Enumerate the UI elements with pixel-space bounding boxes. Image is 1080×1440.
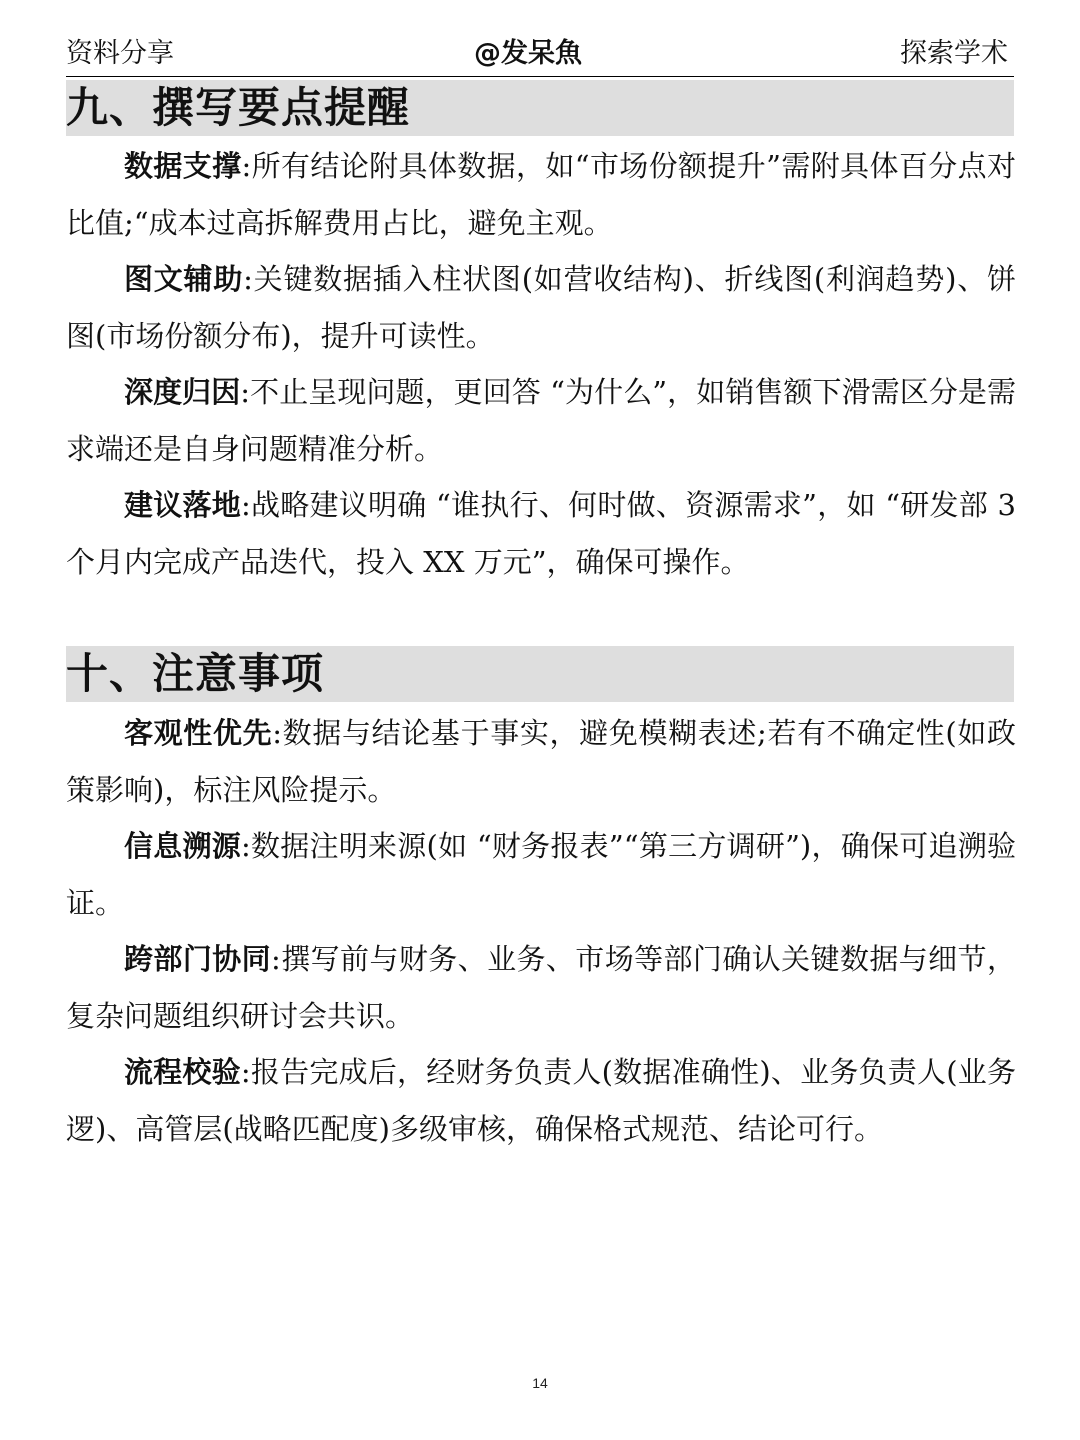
header-left-text: 资料分享 bbox=[66, 38, 174, 69]
item-text: :数据注明来源(如 “财务报表”“第三方调研”)，确保可追溯验证。 bbox=[66, 829, 1016, 920]
section-body bbox=[66, 138, 1016, 590]
list-item bbox=[66, 364, 1016, 477]
item-term: 深度归因 bbox=[124, 375, 241, 409]
list-item bbox=[66, 251, 1016, 364]
item-term: 客观性优先 bbox=[124, 716, 273, 750]
item-term: 流程校验 bbox=[124, 1055, 241, 1089]
header-right-text: 探索学术 bbox=[900, 38, 1008, 69]
list-item bbox=[66, 1044, 1016, 1157]
list-item bbox=[66, 818, 1016, 931]
list-item bbox=[66, 477, 1016, 590]
section-title: 十、注意事项 bbox=[66, 649, 325, 698]
page-header bbox=[66, 34, 1014, 74]
item-term: 图文辅助 bbox=[124, 262, 244, 296]
item-text: :关键数据插入柱状图(如营收结构)、折线图(利润趋势)、饼图(市场份额分布)，提升可读性。 bbox=[66, 262, 1016, 353]
item-text: :不止呈现问题，更回答 “为什么”，如销售额下滑需区分是需求端还是自身问题精准分析。 bbox=[66, 375, 1016, 466]
section-body bbox=[66, 705, 1016, 1157]
list-item bbox=[66, 705, 1016, 818]
item-text: :撰写前与财务、业务、市场等部门确认关键数据与细节，复杂问题组织研讨会共识。 bbox=[66, 942, 1016, 1033]
header-author: @发呆魚 bbox=[474, 38, 582, 69]
item-term: 跨部门协同 bbox=[124, 942, 272, 976]
item-term: 建议落地 bbox=[124, 488, 242, 522]
item-term: 数据支撑 bbox=[124, 149, 242, 183]
item-text: :所有结论附具体数据，如“市场份额提升”需附具体百分点对比值;“成本过高拆解费用占比，避免主观。 bbox=[66, 149, 1016, 240]
item-term: 信息溯源 bbox=[124, 829, 242, 863]
item-text: :数据与结论基于事实，避免模糊表述;若有不确定性(如政策影响)，标注风险提示。 bbox=[66, 716, 1016, 807]
section-title: 九、撰写要点提醒 bbox=[66, 83, 411, 132]
item-text: :报告完成后，经财务负责人(数据准确性)、业务负责人(业务逻)、高管层(战略匹配度)多级审核，确保格式规范、结论可行。 bbox=[66, 1055, 1016, 1146]
page-number: 14 bbox=[532, 1375, 548, 1391]
header-divider bbox=[66, 76, 1014, 77]
list-item bbox=[66, 138, 1016, 251]
item-text: :战略建议明确 “谁执行、何时做、资源需求”，如 “研发部 3 个月内完成产品迭代，投入 XX 万元”，确保可操作。 bbox=[66, 488, 1016, 579]
list-item bbox=[66, 931, 1016, 1044]
